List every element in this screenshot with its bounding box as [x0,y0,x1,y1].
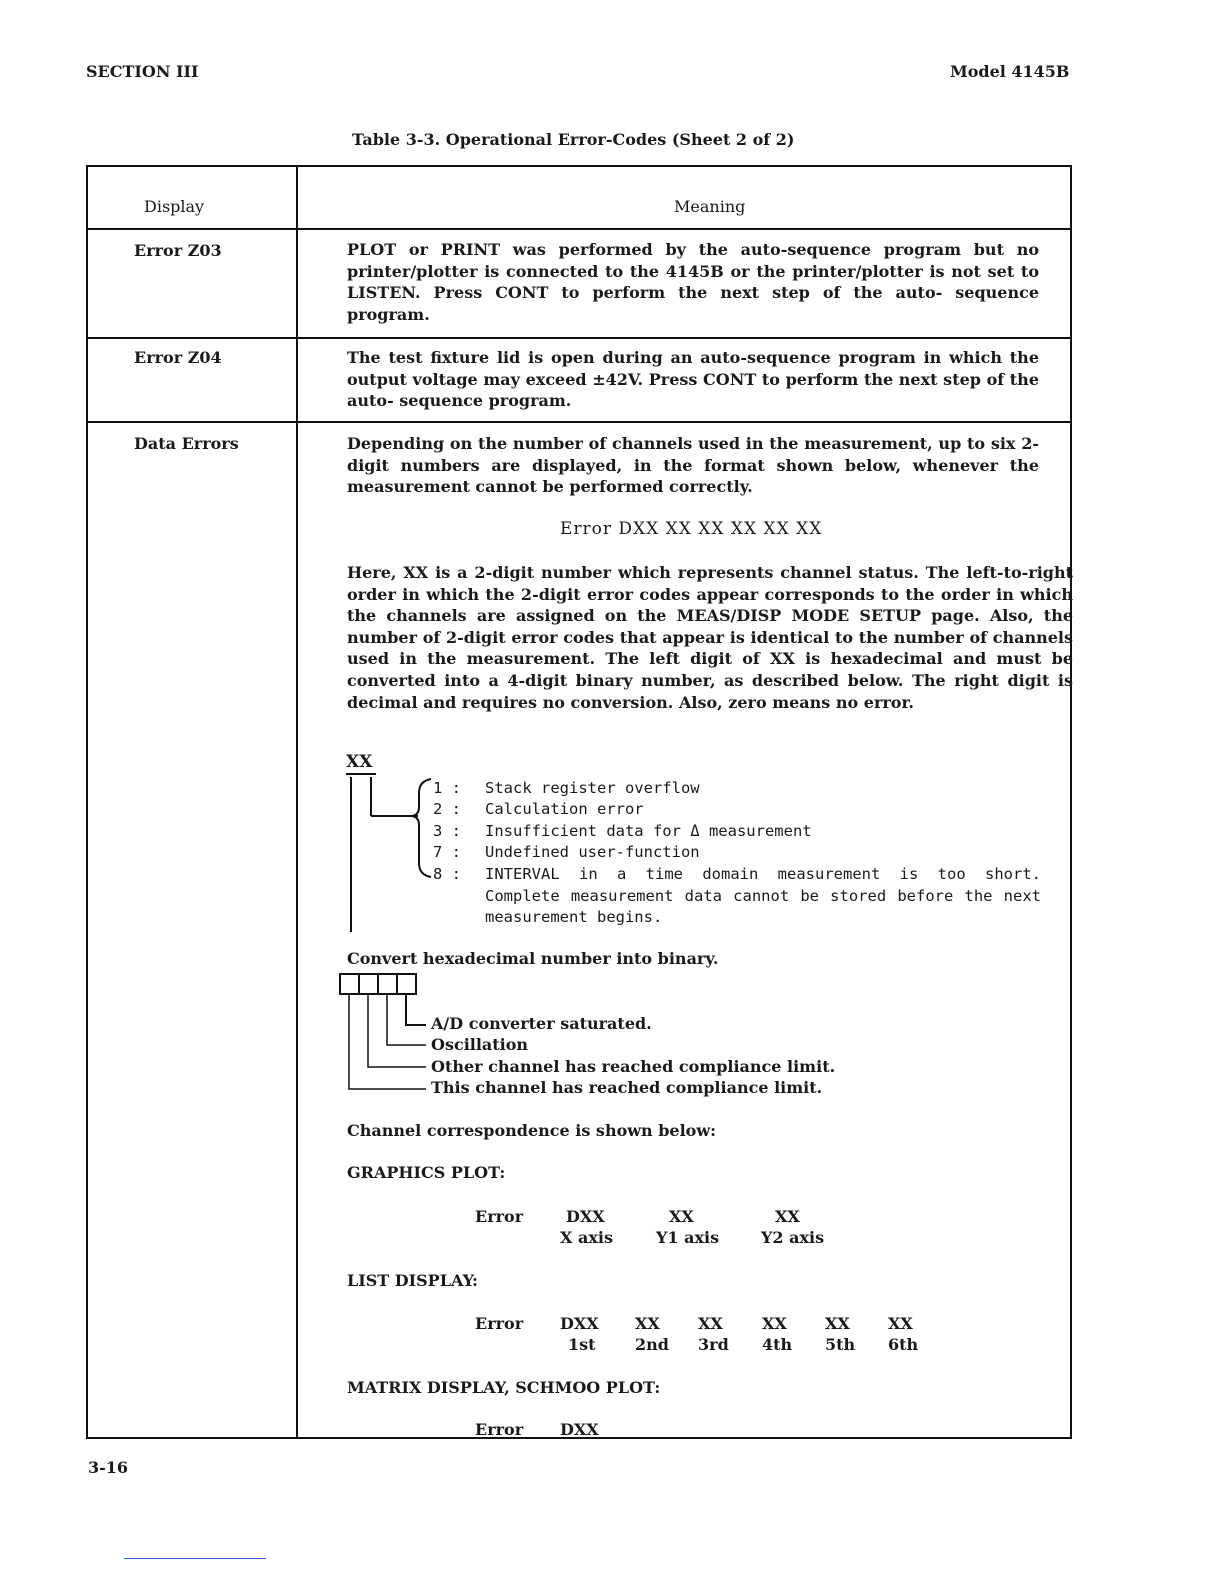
code-7: 7 : [433,843,461,861]
list-label-3: 3rd [698,1335,729,1354]
list-display-title: LIST DISPLAY: [347,1271,478,1290]
graphics-code-y2: XX [775,1207,800,1226]
data-errors-intro: Depending on the number of channels used in the measurement, up to six 2-digit numbers are displayed, in the format shown below, whenever the measurement cannot be performed correctly. [347,434,1039,497]
bit-ad-saturated: A/D converter saturated. [431,1014,652,1033]
graphics-code-x: DXX [566,1207,605,1226]
footer-rule [124,1558,266,1559]
section-label: SECTION III [86,62,199,81]
code-7-text: Undefined user-function [485,843,700,861]
display-data-errors: Data Errors [134,434,239,453]
list-label-6: 6th [888,1335,919,1354]
code-2: 2 : [433,800,461,818]
list-code-1: DXX [560,1314,599,1333]
column-header-display: Display [144,197,205,216]
error-code-table [86,165,1072,1439]
code-8-text: INTERVAL in a time domain measurement is too short. Complete measurement data cannot be stored before the next measurement begins. [485,865,1041,926]
code-8: 8 : [433,865,461,883]
xx-label: XX [346,752,373,772]
page-number: 3-16 [88,1458,129,1477]
meaning-error-z03: PLOT or PRINT was performed by the auto-sequence program but no printer/plotter is connected to the 4145B or the printer/plotter is not set to LISTEN. Press CONT to perform the next step of the auto- sequence program. [347,240,1039,324]
graphics-code-y1: XX [669,1207,694,1226]
matrix-display-title: MATRIX DISPLAY, SCHMOO PLOT: [347,1378,661,1397]
list-code-5: XX [825,1314,850,1333]
channel-correspondence: Channel correspondence is shown below: [347,1121,717,1140]
table-caption: Table 3-3. Operational Error-Codes (Sheet 2 of 2) [352,130,795,149]
data-errors-explanation: Here, XX is a 2-digit number which represents channel status. The left-to-right order in which the 2-digit error codes appear corresponds to the order in which the channels are assigned on the MEAS/DISP MODE SETUP page. Also, the number of 2-digit error codes that appear is identical to the number of channels used in the measurement. The left digit of XX is hexadecimal and must be converted into a 4-digit binary number, as described below. The right digit is decimal and requires no conversion. Also, zero means no error. [347,563,1073,712]
bit-other-channel-compliance: Other channel has reached compliance limit. [431,1057,836,1076]
display-error-z03: Error Z03 [134,241,222,260]
graphics-label-y1: Y1 axis [656,1228,720,1247]
convert-note: Convert hexadecimal number into binary. [347,949,719,968]
model-label: Model 4145B [950,62,1070,81]
list-label-2: 2nd [635,1335,669,1354]
code-3-text: Insufficient data for Δ measurement [485,822,812,840]
list-error: Error [475,1314,524,1333]
code-3: 3 : [433,822,461,840]
code-1-text: Stack register overflow [485,779,700,797]
display-error-z04: Error Z04 [134,348,222,367]
graphics-label-x: X axis [560,1228,613,1247]
error-format: Error DXX XX XX XX XX XX [560,519,823,539]
code-2-text: Calculation error [485,800,644,818]
bit-this-channel-compliance: This channel has reached compliance limit. [431,1078,823,1097]
column-header-meaning: Meaning [674,197,746,216]
list-label-1: 1st [568,1335,596,1354]
list-code-3: XX [698,1314,723,1333]
matrix-error: Error [475,1420,524,1439]
list-label-4: 4th [762,1335,793,1354]
list-code-6: XX [888,1314,913,1333]
graphics-plot-title: GRAPHICS PLOT: [347,1163,506,1182]
code-1: 1 : [433,779,461,797]
bit-oscillation: Oscillation [431,1035,529,1054]
list-code-2: XX [635,1314,660,1333]
matrix-code: DXX [560,1420,599,1439]
list-label-5: 5th [825,1335,856,1354]
list-code-4: XX [762,1314,787,1333]
graphics-error: Error [475,1207,524,1226]
graphics-label-y2: Y2 axis [761,1228,825,1247]
meaning-error-z04: The test fixture lid is open during an auto-sequence program in which the output voltage may exceed ±42V. Press CONT to perform the next step of the auto- sequence program. [347,348,1039,411]
